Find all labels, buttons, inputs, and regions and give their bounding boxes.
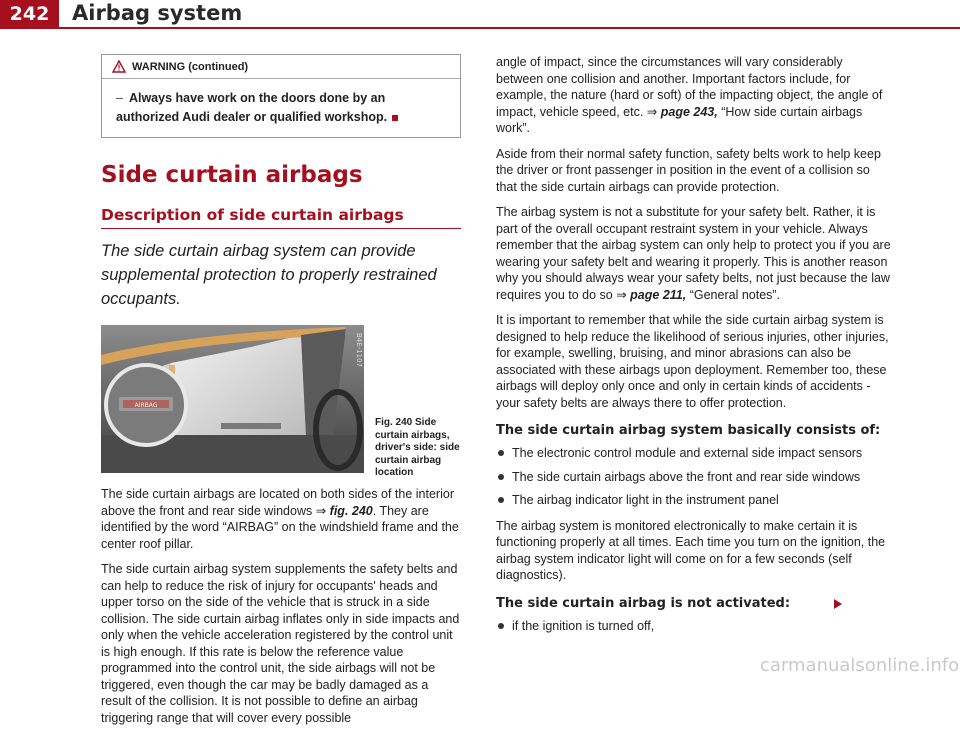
text-span: The airbag system is not a substitute for your safety belt. Rather, it is part of the overall occupant restraint system in your vehicle. Always remember that the airbag system can only help to protect you if you are wearing your safety belt and wearing it properly. This is another reason why you should always wear your safety belts, not just because the law requires you to do so [496, 205, 891, 302]
warning-text-block [102, 79, 460, 137]
not-activated-heading: The side curtain airbag is not activated: [496, 595, 791, 611]
page-reference-link[interactable]: page 211, [630, 287, 687, 302]
consists-of-heading: The side curtain airbag system basically consists of: [496, 423, 881, 438]
warning-dash: – [116, 91, 123, 105]
list-item: if the ignition is turned off, [496, 618, 891, 635]
figure-side-curtain-airbag-image [101, 325, 364, 473]
continue-arrow-icon [834, 599, 842, 609]
list-item: The side curtain airbags above the front and rear side windows [496, 469, 891, 486]
paragraph-safety-belts: Aside from their normal safety function, safety belts work to help keep the driver or front passenger in position in the event of a collision so that the side curtain airbags can provide protection. [496, 146, 881, 194]
warning-box [101, 54, 461, 138]
text-span: . They are identified by the word “AIRBAG” on the windshield frame and the center roof pillar. [101, 503, 459, 551]
intro-text: The side curtain airbag system can provide supplemental protection to properly restrained occupants. [101, 242, 437, 308]
reference-arrow-icon: ⇒ [616, 287, 631, 302]
figure-code: B4E-1107 [355, 333, 363, 368]
reference-arrow-icon: ⇒ [646, 104, 661, 119]
page-number: 242 [0, 0, 59, 27]
subsection-title: Description of side curtain airbags [101, 206, 404, 224]
watermark: carmanualsonline.info [760, 655, 960, 676]
right-column [496, 54, 891, 643]
not-activated-list [496, 618, 891, 635]
paragraph-not-substitute [496, 204, 891, 303]
subsection-rule [101, 228, 461, 229]
reference-arrow-icon: ⇒ [315, 503, 330, 518]
list-item: The airbag indicator light in the instrument panel [496, 492, 891, 509]
airbag-label-in-image: AIRBAG [134, 402, 158, 409]
paragraph-monitoring: The airbag system is monitored electronically to make certain it is functioning properly at all times. Each time you turn on the ignition, the airbag system indicator light will come on for a few seconds (self diagnostics). [496, 518, 886, 582]
section-title: Side curtain airbags [101, 162, 363, 188]
left-column [101, 54, 461, 735]
warning-title: WARNING (continued) [132, 60, 249, 73]
paragraph-location [101, 486, 461, 552]
paragraph-injuries: It is important to remember that while the side curtain airbag system is designed to help reduce the likelihood of serious injuries, other injuries, for example, swelling, bruising, and minor abrasions can also be associated with these airbags upon deployment. Remember too, these airbags will deploy only once and only in certain kinds of accidents - your safety belts are always there to offer protection. [496, 313, 889, 410]
chapter-title: Airbag system [72, 1, 243, 25]
figure-caption: Fig. 240 Side curtain airbags, driver's side: side curtain airbag location [375, 417, 460, 478]
text-span: The side curtain airbags are located on both sides of the interior above the front and rear side windows [101, 487, 454, 518]
figure-reference-link[interactable]: fig. 240 [329, 503, 373, 518]
end-of-section-mark [392, 115, 398, 121]
page-reference-link[interactable]: page 243, [660, 104, 718, 119]
text-span: “How side curtain airbags work”. [496, 104, 863, 135]
text-span: angle of impact, since the circumstances will vary considerably between one collision and another. Important factors include, for example, the nature (hard or soft) of the impacting object, the angle of impact, vehicle speed, etc. [496, 55, 883, 119]
figure-block [101, 325, 461, 478]
components-list [496, 445, 891, 509]
warning-text: Always have work on the doors done by an authorized Audi dealer or qualified workshop. [116, 91, 388, 124]
header-rule [0, 27, 960, 29]
list-item: The electronic control module and external side impact sensors [496, 445, 891, 462]
text-span: “General notes”. [686, 287, 781, 302]
paragraph-impact-angle [496, 54, 891, 137]
paragraph-supplement: The side curtain airbag system supplements the safety belts and can help to reduce the risk of injury for occupants' heads and upper torso on the side of the vehicle that is struck in a side collision. The side curtain airbag inflates only in side impacts and only when the vehicle acceleration registered by the control unit is high enough. If this rate is below the reference value programmed into the control unit, the side airbags will not be triggered, even though the car may be badly damaged as a result of the collision. It is not possible to define an airbag triggering range that will cover every possible [101, 562, 460, 725]
warning-header [102, 55, 460, 79]
warning-triangle-icon [112, 60, 126, 73]
